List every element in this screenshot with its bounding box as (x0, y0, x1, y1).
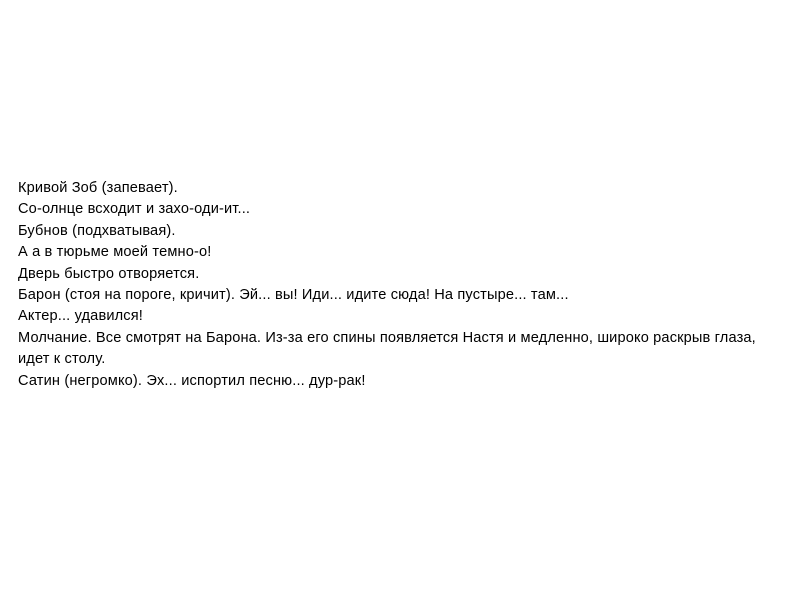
text-line-2: Со-олнце всходит и захо-оди-ит... (18, 201, 251, 218)
text-line-6: Барон (стоя на пороге, кричит). Эй... вы! Иди... идите сюда! На пустыре... там... (18, 287, 569, 304)
text-line-3: Бубнов (подхватывая). (18, 222, 176, 239)
text-line-1: Кривой Зоб (запевает). (18, 180, 178, 196)
text-line-9: Сатин (негромко). Эх... испортил песню... дур-рак! (18, 372, 366, 389)
text-line-5: Дверь быстро отворяется. (18, 265, 200, 282)
text-line-8: Молчание. Все смотрят на Барона. Из-за его спины появляется Настя и медленно, широко раскрыв глаза, идет к столу. (18, 329, 761, 368)
text-line-4: А а в тюрьме моей темно-о! (18, 244, 212, 261)
text-line-7: Актер... удавился! (18, 308, 144, 325)
slide-text-block (18, 178, 782, 392)
